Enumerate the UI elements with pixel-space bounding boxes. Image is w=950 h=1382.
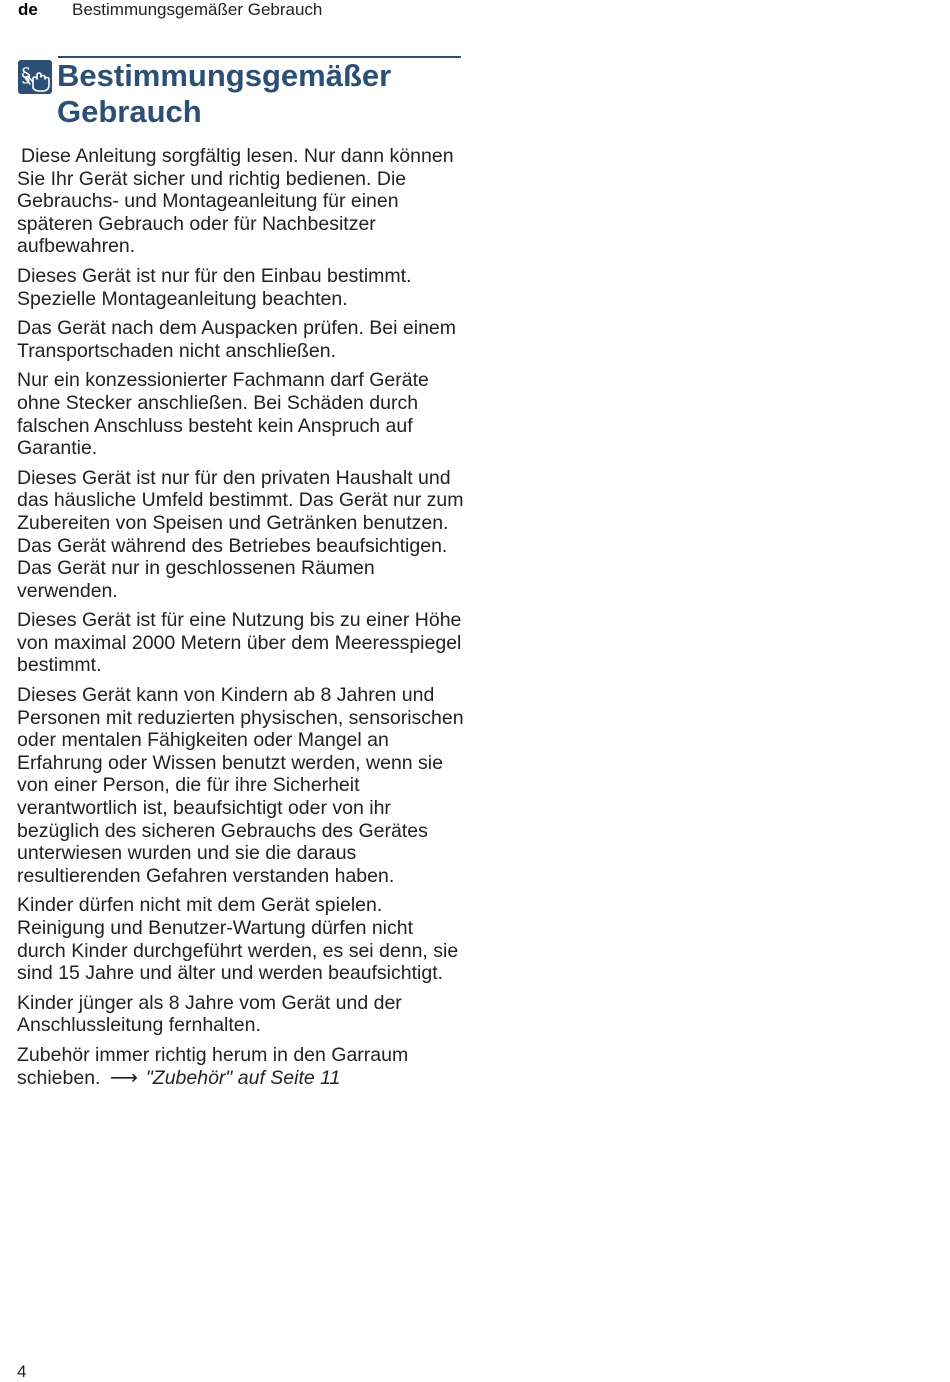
section-body: [17, 145, 465, 1096]
paragraph-altitude: Dieses Gerät ist für eine Nutzung bis zu einer Höhe von maximal 2000 Metern über dem Meeresspiegel bestimmt.: [17, 609, 462, 677]
paragraph-hand-icon: [18, 60, 52, 94]
paragraph-household-use: Dieses Gerät ist nur für den privaten Haushalt und das häusliche Umfeld bestimmt. Das Gerät nur zum Zubereiten von Speisen und Getränken benutzen. Das Gerät während des Betriebes beaufsichtigen. Das Gerät nur in geschlossenen Räumen verwenden.: [17, 466, 464, 602]
arrow-right-icon: ⟶: [109, 1066, 138, 1089]
language-code: de: [18, 0, 38, 19]
page-header: [18, 0, 322, 22]
paragraph-installation: Dieses Gerät ist nur für den Einbau bestimmt. Spezielle Montageanleitung beachten.: [17, 264, 412, 310]
paragraph-instructions: Diese Anleitung sorgfältig lesen. Nur dann können Sie Ihr Gerät sicher und richtig bedienen. Die Gebrauchs- und Montageanleitung für einen späteren Gebrauch oder für Nachbesitzer aufbewahren.: [17, 145, 454, 258]
svg-text:§: §: [21, 63, 31, 87]
section-title-line-1: Bestimmungsgemäßer: [57, 58, 392, 93]
paragraph-unpacking: Das Gerät nach dem Auspacken prüfen. Bei einem Transportschaden nicht anschließen.: [17, 317, 456, 362]
accessories-text: Zubehör immer richtig herum in den Garraum schieben.: [17, 1043, 409, 1089]
section-title-line-2: Gebrauch: [57, 94, 202, 129]
paragraph-accessories: [17, 1044, 465, 1089]
paragraph-children-distance: Kinder jünger als 8 Jahre vom Gerät und der Anschlussleitung fernhalten.: [17, 991, 402, 1037]
section-title: [57, 58, 457, 130]
running-title: Bestimmungsgemäßer Gebrauch: [72, 0, 323, 19]
paragraph-children-play: Kinder dürfen nicht mit dem Gerät spielen. Reinigung und Benutzer-Wartung dürfen nicht durch Kinder durchgeführt werden, es sei denn, sie sind 15 Jahre und älter und werden beaufsichtigt.: [17, 894, 459, 985]
paragraph-connection: Nur ein konzessionierter Fachmann darf Geräte ohne Stecker anschließen. Bei Schäden durch falschen Anschluss besteht kein Anspruch auf Garantie.: [17, 369, 429, 460]
paragraph-children-persons: Dieses Gerät kann von Kindern ab 8 Jahren und Personen mit reduzierten physischen, sensorischen oder mentalen Fähigkeiten oder Mangel an Erfahrung oder Wissen benutzt werden, wenn sie von einer Person, die für ihre Sicherheit verantwortlich ist, beaufsichtigt oder von ihr bezüglich des sicheren Gebrauchs des Gerätes unterwiesen wurden und sie die daraus resultierenden Gefahren verstanden haben.: [17, 684, 464, 887]
cross-reference-link[interactable]: "Zubehör" auf Seite 11: [145, 1066, 341, 1089]
page-number: 4: [17, 1362, 27, 1381]
